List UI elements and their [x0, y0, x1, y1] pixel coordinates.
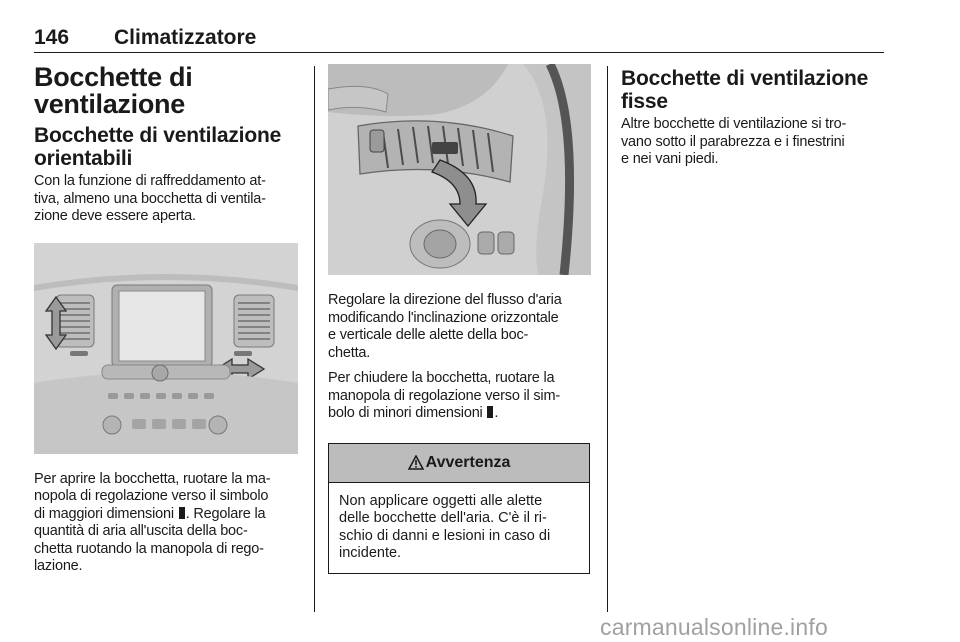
paragraph-close-vent: Per chiudere la bocchetta, ruotare la manopola di regolazione verso il sim- bolo di minori dimensioni . — [328, 370, 560, 421]
watermark: carmanualsonline.info — [600, 614, 828, 640]
paragraph-open-vent: Per aprire la bocchetta, ruotare la ma- nopola di regolazione verso il simbolo di maggiori dimensioni . Regolare la quantità di aria all'uscita della boc- chetta ruotando la manopola di rego- lazione. — [34, 470, 271, 574]
subheading-fisse: Bocchette di ventilazione fisse — [621, 67, 869, 113]
warning-title: Avvertenza — [425, 453, 511, 471]
section-title: Climatizzatore — [114, 26, 257, 49]
warning-text: Non applicare oggetti alle alette delle bocchette dell'aria. C'è il ri- schio di danni e lesioni in caso di incidente. — [339, 492, 551, 561]
warning-triangle-icon — [408, 455, 424, 470]
warning-header — [329, 444, 589, 483]
side-vent-illustration — [328, 64, 591, 275]
column-divider — [314, 66, 315, 612]
column-3 — [621, 64, 886, 169]
paragraph-direction: Regolare la direzione del flusso d'aria modificando l'inclinazione orizzontale e verticale delle alette della boc- chetta. — [328, 292, 562, 361]
main-heading: Bocchette di ventilazione — [34, 62, 193, 119]
large-vent-symbol-icon — [179, 507, 185, 519]
warning-box — [328, 443, 590, 574]
column-divider — [607, 66, 608, 612]
column-1 — [34, 64, 299, 576]
column-2 — [328, 64, 593, 574]
small-vent-symbol-icon — [487, 406, 493, 418]
subheading-orientabili: Bocchette di ventilazione orientabili — [34, 124, 282, 170]
header-rule — [34, 52, 884, 53]
page-number: 146 — [34, 26, 70, 49]
dashboard-vents-illustration — [34, 243, 298, 454]
paragraph-fixed-vents: Altre bocchette di ventilazione si tro- vano sotto il parabrezza e i finestrini e nei vani piedi. — [621, 116, 847, 167]
paragraph-cooling: Con la funzione di raffreddamento at- tiva, almeno una bocchetta di ventila- zione deve essere aperta. — [34, 173, 266, 224]
